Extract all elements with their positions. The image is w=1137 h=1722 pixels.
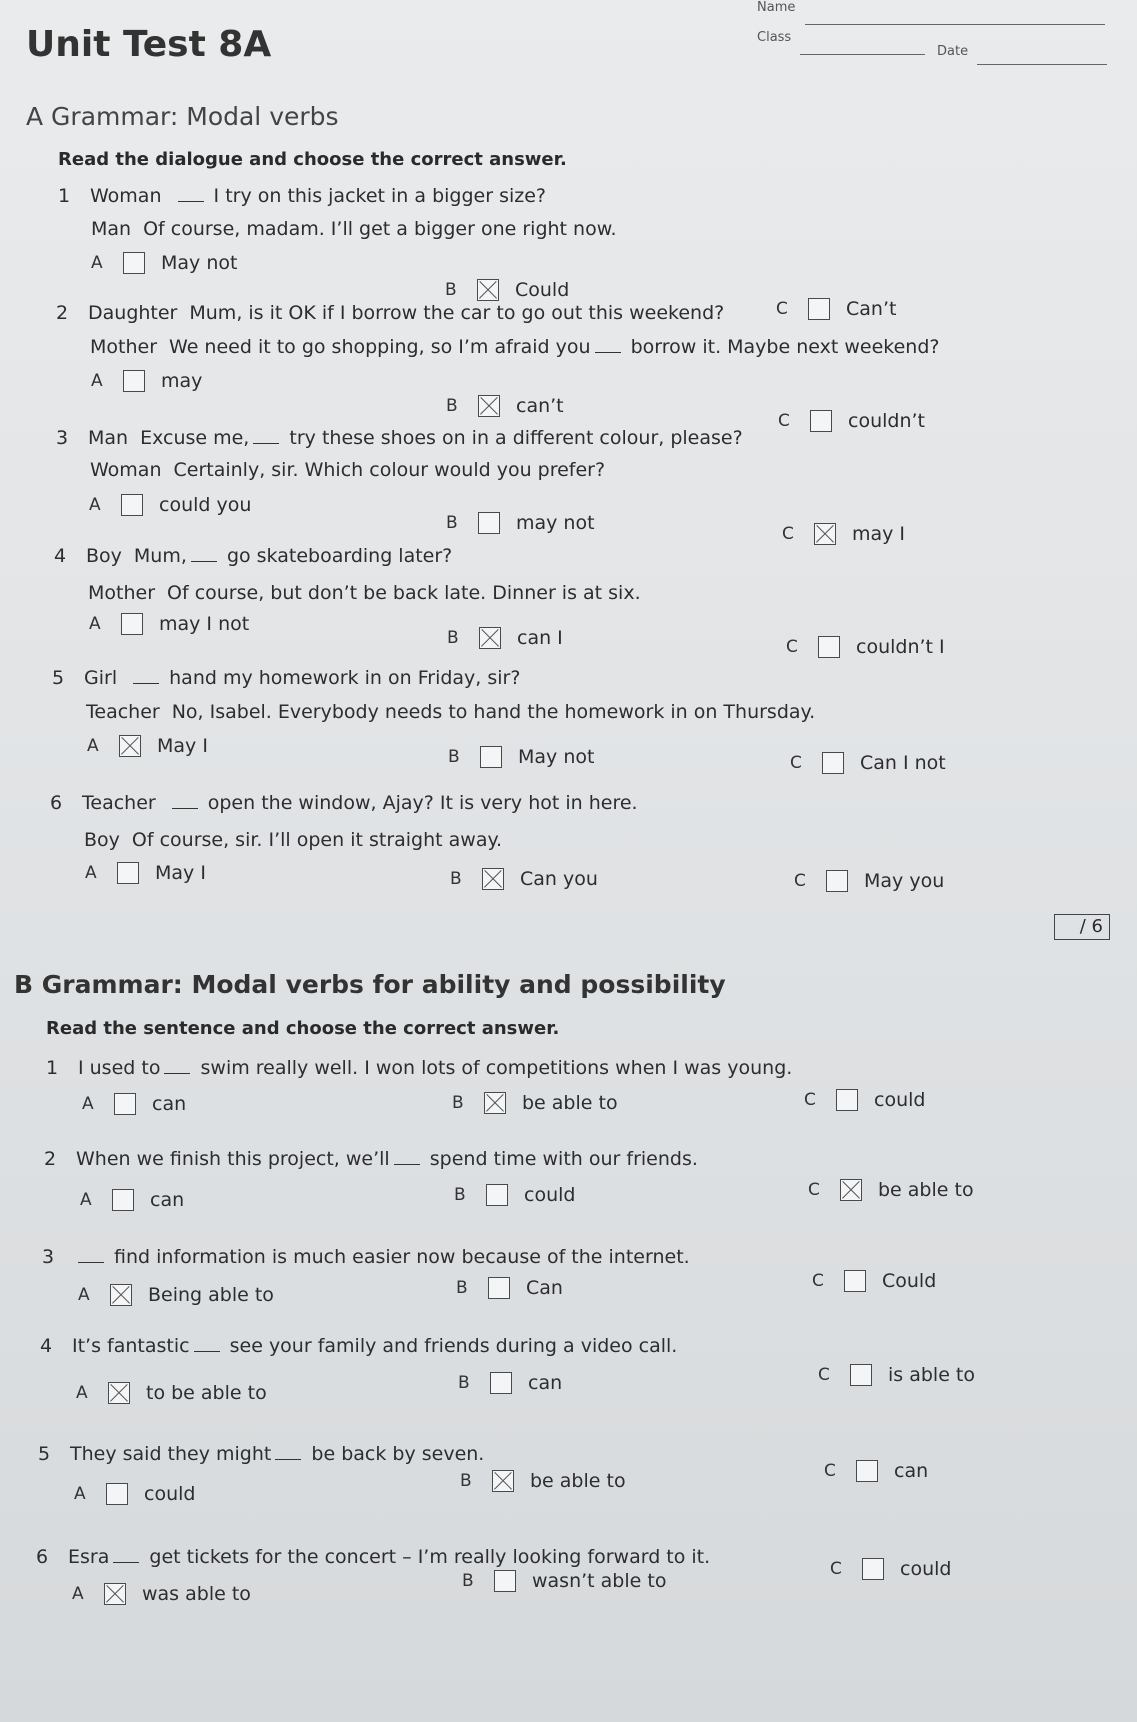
option-a3-a[interactable]	[89, 494, 251, 516]
option-text: could	[874, 1089, 926, 1111]
checkbox[interactable]	[121, 613, 143, 635]
speaker: Girl	[84, 667, 118, 689]
checkbox[interactable]	[822, 752, 844, 774]
option-text: can I	[517, 627, 563, 649]
section-a-instruction: Read the dialogue and choose the correct answer.	[58, 149, 567, 170]
option-b1-c[interactable]	[804, 1089, 925, 1111]
option-letter: C	[786, 637, 798, 657]
date-label: Date	[937, 44, 969, 59]
question-number: 5	[38, 1443, 51, 1465]
checkbox-checked[interactable]	[104, 1583, 126, 1605]
option-letter: C	[808, 1180, 820, 1200]
question-text: try these shoes on in a different colour, please?	[289, 427, 743, 449]
option-text: wasn’t able to	[532, 1570, 667, 1592]
option-text: be able to	[530, 1470, 626, 1492]
checkbox[interactable]	[114, 1093, 136, 1115]
option-b5-b[interactable]	[460, 1470, 626, 1492]
option-letter: C	[782, 524, 794, 544]
class-field[interactable]	[800, 54, 925, 55]
option-letter: C	[824, 1461, 836, 1481]
option-b6-b[interactable]	[462, 1570, 666, 1592]
option-text: could	[524, 1184, 576, 1206]
option-text: Could	[515, 279, 570, 301]
option-a2-a[interactable]	[91, 370, 202, 392]
answer-blank[interactable]	[178, 201, 204, 202]
answer-blank[interactable]	[133, 683, 159, 684]
option-text: May I	[157, 735, 208, 757]
speaker: Teacher	[82, 792, 156, 814]
question-number: 2	[56, 302, 69, 324]
option-a2-c[interactable]	[778, 410, 925, 432]
answer-blank[interactable]	[253, 443, 279, 444]
question-text: open the window, Ajay? It is very hot in here.	[207, 792, 638, 814]
option-a5-a[interactable]	[87, 735, 208, 757]
option-letter: A	[78, 1285, 90, 1305]
question-number: 2	[44, 1148, 57, 1170]
option-b4-c[interactable]	[818, 1364, 975, 1386]
question-number: 4	[40, 1335, 53, 1357]
option-text: May I	[155, 862, 206, 884]
question-a4-line2	[88, 582, 641, 604]
option-letter: A	[82, 1094, 94, 1114]
answer-blank[interactable]	[113, 1562, 139, 1563]
answer-blank[interactable]	[172, 808, 198, 809]
option-b4-b[interactable]	[458, 1372, 562, 1394]
speaker: Teacher	[86, 701, 160, 723]
question-a6-line1	[50, 792, 638, 814]
option-text: May not	[161, 252, 238, 274]
option-letter: A	[89, 614, 101, 634]
question-b3	[42, 1246, 690, 1268]
option-a2-b[interactable]	[446, 395, 564, 417]
checkbox[interactable]	[826, 870, 848, 892]
option-a4-c[interactable]	[786, 636, 945, 658]
option-letter: B	[447, 628, 459, 648]
option-text: may I	[852, 523, 906, 545]
checkbox-checked[interactable]	[840, 1179, 862, 1201]
dialogue-text: borrow it. Maybe next weekend?	[630, 336, 940, 358]
checkbox[interactable]	[123, 252, 145, 274]
question-text: hand my homework in on Friday, sir?	[169, 667, 521, 689]
question-a1-line1	[58, 185, 546, 207]
dialogue-text: Certainly, sir. Which colour would you prefer?	[173, 459, 606, 481]
option-b2-b[interactable]	[454, 1184, 575, 1206]
option-text: May not	[518, 746, 595, 768]
option-text: may I not	[159, 613, 250, 635]
dialogue-text: Of course, sir. I’ll open it straight away.	[131, 829, 503, 851]
option-text: Can	[526, 1277, 563, 1299]
option-letter: B	[454, 1185, 466, 1205]
checkbox[interactable]	[810, 410, 832, 432]
checkbox[interactable]	[494, 1570, 516, 1592]
option-b5-c[interactable]	[824, 1460, 928, 1482]
checkbox[interactable]	[112, 1189, 134, 1211]
answer-blank[interactable]	[191, 561, 217, 562]
option-text: can	[894, 1460, 929, 1482]
option-a3-b[interactable]	[446, 512, 595, 534]
checkbox[interactable]	[856, 1460, 878, 1482]
option-letter: A	[89, 495, 101, 515]
option-a3-c[interactable]	[782, 523, 905, 545]
class-label: Class	[757, 30, 792, 45]
speaker: Woman	[90, 459, 162, 481]
question-text: see your family and friends during a video call.	[229, 1335, 678, 1357]
option-text: Can you	[520, 868, 598, 890]
question-a1-line2	[91, 218, 617, 240]
option-text: may not	[516, 512, 595, 534]
question-number: 6	[36, 1546, 49, 1568]
option-a4-b[interactable]	[447, 627, 563, 649]
checkbox-checked[interactable]	[478, 395, 500, 417]
checkbox-checked[interactable]	[119, 735, 141, 757]
option-b1-b[interactable]	[452, 1092, 618, 1114]
checkbox[interactable]	[862, 1558, 884, 1580]
option-text: could	[144, 1483, 196, 1505]
answer-blank[interactable]	[194, 1351, 220, 1352]
option-letter: A	[72, 1584, 84, 1604]
option-letter: C	[778, 411, 790, 431]
option-text: can’t	[516, 395, 564, 417]
dialogue-text: No, Isabel. Everybody needs to hand the homework in on Thursday.	[171, 701, 816, 723]
question-number: 5	[52, 667, 65, 689]
dialogue-text: Of course, madam. I’ll get a bigger one right now.	[143, 218, 617, 240]
checkbox-checked[interactable]	[477, 279, 499, 301]
question-text: I used to	[78, 1057, 161, 1079]
question-text: Esra	[68, 1546, 110, 1568]
answer-blank[interactable]	[78, 1262, 104, 1263]
option-text: could	[900, 1558, 952, 1580]
option-text: to be able to	[146, 1382, 267, 1404]
question-text: When we finish this project, we’ll	[76, 1148, 390, 1170]
checkbox-checked[interactable]	[108, 1382, 130, 1404]
question-a5-line2	[86, 701, 815, 723]
question-text: go skateboarding later?	[226, 545, 453, 567]
option-a6-c[interactable]	[794, 870, 944, 892]
option-letter: C	[830, 1559, 842, 1579]
option-letter: B	[450, 869, 462, 889]
name-field[interactable]	[805, 24, 1105, 25]
option-letter: B	[445, 280, 457, 300]
section-a-title: A Grammar: Modal verbs	[26, 102, 339, 131]
option-b3-c[interactable]	[812, 1270, 936, 1292]
checkbox-checked[interactable]	[484, 1092, 506, 1114]
question-a6-line2	[84, 829, 502, 851]
speaker: Mother	[88, 582, 156, 604]
speaker: Woman	[90, 185, 162, 207]
speaker: Man	[91, 218, 132, 240]
question-text: Excuse me,	[140, 427, 250, 449]
section-b-instruction: Read the sentence and choose the correct answer.	[46, 1018, 560, 1039]
checkbox-checked[interactable]	[110, 1284, 132, 1306]
option-text: May you	[864, 870, 945, 892]
question-a2-line2	[90, 336, 939, 358]
question-text: Mum, is it OK if I borrow the car to go out this weekend?	[189, 302, 725, 324]
option-b5-a[interactable]	[74, 1483, 195, 1505]
option-b2-a[interactable]	[80, 1189, 184, 1211]
option-letter: A	[85, 863, 97, 883]
option-text: Being able to	[148, 1284, 274, 1306]
option-a5-b[interactable]	[448, 746, 594, 768]
option-a1-c[interactable]	[776, 298, 896, 320]
question-b2	[44, 1148, 698, 1170]
option-b1-a[interactable]	[82, 1093, 186, 1115]
speaker: Mother	[90, 336, 158, 358]
checkbox[interactable]	[844, 1270, 866, 1292]
option-text: be able to	[522, 1092, 618, 1114]
option-letter: A	[91, 371, 103, 391]
option-text: is able to	[888, 1364, 976, 1386]
question-text: get tickets for the concert – I’m really looking forward to it.	[149, 1546, 711, 1568]
question-text: spend time with our friends.	[429, 1148, 698, 1170]
option-letter: B	[446, 396, 458, 416]
checkbox[interactable]	[117, 862, 139, 884]
date-field[interactable]	[977, 64, 1107, 65]
option-letter: B	[448, 747, 460, 767]
checkbox[interactable]	[490, 1372, 512, 1394]
option-text: Could	[882, 1270, 937, 1292]
dialogue-text: We need it to go shopping, so I’m afraid you	[169, 336, 591, 358]
option-b4-a[interactable]	[76, 1382, 267, 1404]
option-text: Can’t	[846, 298, 897, 320]
checkbox-checked[interactable]	[479, 627, 501, 649]
option-letter: C	[776, 299, 788, 319]
option-b3-a[interactable]	[78, 1284, 274, 1306]
checkbox[interactable]	[488, 1277, 510, 1299]
checkbox[interactable]	[480, 746, 502, 768]
option-text: could you	[159, 494, 252, 516]
option-letter: B	[458, 1373, 470, 1393]
dialogue-text: Of course, but don’t be back late. Dinner is at six.	[167, 582, 641, 604]
question-a3-line1	[56, 427, 743, 449]
option-b6-a[interactable]	[72, 1583, 251, 1605]
question-text: find information is much easier now because of the internet.	[114, 1246, 690, 1268]
option-b2-c[interactable]	[808, 1179, 974, 1201]
checkbox[interactable]	[123, 370, 145, 392]
option-b6-c[interactable]	[830, 1558, 951, 1580]
option-letter: A	[91, 253, 103, 273]
question-b5	[38, 1443, 484, 1465]
checkbox[interactable]	[121, 494, 143, 516]
answer-blank[interactable]	[394, 1164, 420, 1165]
option-letter: C	[794, 871, 806, 891]
checkbox[interactable]	[478, 512, 500, 534]
option-text: couldn’t	[848, 410, 925, 432]
checkbox[interactable]	[486, 1184, 508, 1206]
question-number: 4	[54, 545, 67, 567]
option-b3-b[interactable]	[456, 1277, 563, 1299]
option-text: can	[152, 1093, 187, 1115]
checkbox-checked[interactable]	[492, 1470, 514, 1492]
question-text: Mum,	[133, 545, 187, 567]
question-text: They said they might	[70, 1443, 272, 1465]
name-label: Name	[757, 0, 796, 15]
option-letter: B	[452, 1093, 464, 1113]
checkbox[interactable]	[818, 636, 840, 658]
answer-blank[interactable]	[164, 1073, 190, 1074]
question-number: 3	[42, 1246, 55, 1268]
question-text: It’s fantastic	[72, 1335, 190, 1357]
checkbox-checked[interactable]	[814, 523, 836, 545]
question-a2-line1	[56, 302, 724, 324]
question-b6	[36, 1546, 710, 1568]
option-a6-a[interactable]	[85, 862, 206, 884]
option-letter: C	[790, 753, 802, 773]
question-text: be back by seven.	[311, 1443, 485, 1465]
question-number: 3	[56, 427, 69, 449]
option-letter: A	[80, 1190, 92, 1210]
option-letter: C	[804, 1090, 816, 1110]
question-b1	[46, 1057, 792, 1079]
section-b-title: B Grammar: Modal verbs for ability and possibility	[14, 970, 726, 999]
option-text: was able to	[142, 1583, 251, 1605]
option-letter: A	[74, 1484, 86, 1504]
option-text: couldn’t I	[856, 636, 945, 658]
option-a5-c[interactable]	[790, 752, 946, 774]
answer-blank[interactable]	[595, 352, 621, 353]
option-letter: A	[87, 736, 99, 756]
speaker: Man	[88, 427, 129, 449]
speaker: Boy	[86, 545, 122, 567]
option-a1-b[interactable]	[445, 279, 569, 301]
option-a1-a[interactable]	[91, 252, 237, 274]
option-a6-b[interactable]	[450, 868, 598, 890]
checkbox[interactable]	[808, 298, 830, 320]
option-letter: B	[456, 1278, 468, 1298]
checkbox[interactable]	[836, 1089, 858, 1111]
option-text: Can I not	[860, 752, 946, 774]
question-a5-line1	[52, 667, 520, 689]
question-number: 1	[46, 1057, 59, 1079]
question-number: 1	[58, 185, 71, 207]
option-letter: B	[446, 513, 458, 533]
question-text: I try on this jacket in a bigger size?	[213, 185, 546, 207]
checkbox[interactable]	[850, 1364, 872, 1386]
speaker: Boy	[84, 829, 120, 851]
option-letter: B	[460, 1471, 472, 1491]
question-text: swim really well. I won lots of competitions when I was young.	[200, 1057, 793, 1079]
option-a4-a[interactable]	[89, 613, 249, 635]
question-number: 6	[50, 792, 63, 814]
option-letter: C	[812, 1271, 824, 1291]
question-a4-line1	[54, 545, 452, 567]
speaker: Daughter	[88, 302, 178, 324]
page-title: Unit Test 8A	[26, 24, 272, 65]
checkbox-checked[interactable]	[482, 868, 504, 890]
option-text: can	[528, 1372, 563, 1394]
option-text: can	[150, 1189, 185, 1211]
checkbox[interactable]	[106, 1483, 128, 1505]
answer-blank[interactable]	[275, 1459, 301, 1460]
option-text: be able to	[878, 1179, 974, 1201]
option-letter: C	[818, 1365, 830, 1385]
option-letter: B	[462, 1571, 474, 1591]
question-a3-line2	[90, 459, 605, 481]
option-letter: A	[76, 1383, 88, 1403]
score-box: / 6	[1054, 914, 1110, 940]
option-text: may	[161, 370, 203, 392]
question-b4	[40, 1335, 677, 1357]
